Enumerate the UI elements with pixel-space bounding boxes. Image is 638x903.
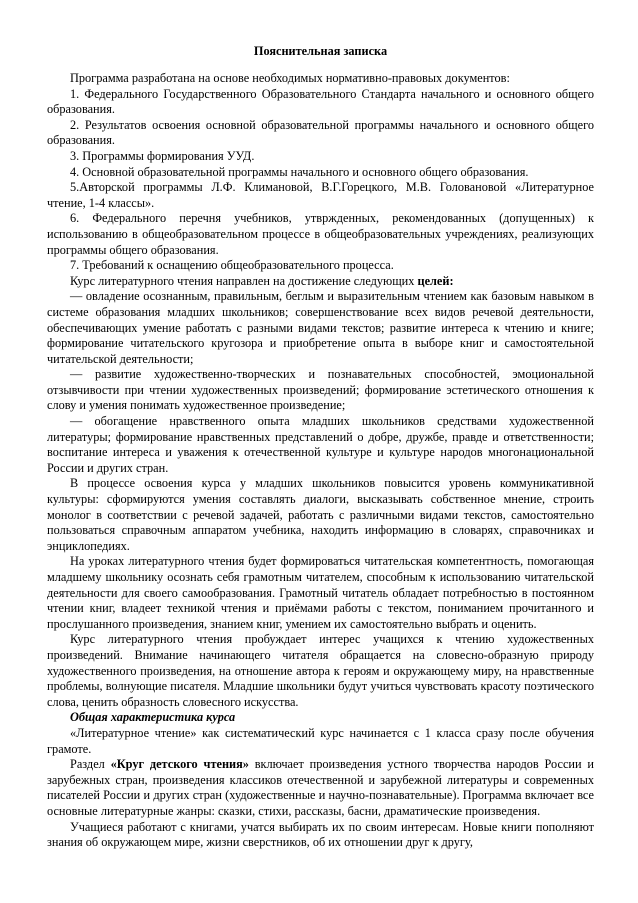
list-item: 7. Требований к оснащению общеобразовательного процесса.: [70, 258, 394, 273]
paragraph: Курс литературного чтения пробуждает интерес учащихся к чтению художественных произведений. Внимание начинающего читателя обращается на словесно-образную природу художественного произведения, на отношение автора к героям и окружающему миру, на нравственные проблемы, волнующие писателя. Младшие школьники будут учиться чувствовать красоту поэтического слова, ценить образность словесного искусства.: [47, 632, 594, 709]
list-item: 4. Основной образовательной программы начального и основного общего образования.: [70, 164, 529, 179]
document-title: Пояснительная записка: [253, 44, 388, 58]
paragraph: На уроках литературного чтения будет формироваться читательская компетентность, помогающая младшему школьнику осознать себя грамотным читателем, способным к использованию читательской деятельности для своего самообразования. Грамотный читатель обладает потребностью в постоянном чтении книг, владеет техникой чтения и приёмами работы с текстом, пониманием прочитанного и прослушанного произведения, знанием книг, умением их самостоятельно выбрать и оценить.: [47, 554, 594, 631]
section-intro-text: Раздел: [70, 757, 111, 772]
paragraph: Учащиеся работают с книгами, учатся выбирать их по своим интересам. Новые книги пополняют знания об окружающем мире, жизни сверстников, об их отношении друг к другу,: [47, 819, 594, 850]
section-heading: Общая характеристика курса: [70, 710, 236, 725]
paragraph: «Литературное чтение» как систематический курс начинается с 1 класса сразу после обучения грамоте.: [47, 725, 594, 756]
goal-item: — развитие художественно-творческих и познавательных способностей, эмоциональной отзывчивости при чтении художественных произведений; формирование эстетического отношения к слову и умения понимать художественное произведение;: [47, 367, 594, 413]
goals-intro-text: Курс литературного чтения направлен на достижение следующих: [70, 273, 418, 288]
paragraph-circle-reading: [47, 757, 594, 819]
list-item: 3. Программы формирования УУД.: [70, 148, 255, 163]
list-item: 2. Результатов освоения основной образовательной программы начального и основного общего образования.: [47, 117, 594, 148]
goal-item: — овладение осознанным, правильным, беглым и выразительным чтением как базовым навыком в системе образования младших школьников; совершенствование всех видов речевой деятельности, обеспечивающих умение работать с разными видами текстов; развитие интереса к чтению и книге; формирование читательского кругозора и приобретение опыта в выборе книг и самостоятельной читательской деятельности;: [47, 289, 594, 366]
list-item: 1. Федерального Государственного Образовательного Стандарта начального и основного общего образования.: [47, 86, 594, 117]
list-item: 5.Авторской программы Л.Ф. Климановой, В.Г.Горецкого, М.В. Головановой «Литературное чтение, 1-4 классы».: [47, 180, 594, 210]
goal-item: — обогащение нравственного опыта младших школьников средствами художественной литературы; формирование нравственных представлений о добре, дружбе, правде и ответственности; воспитание интереса и уважения к отечественной культуре и культуре народов многонациональной России и других стран.: [47, 414, 594, 475]
paragraph: Программа разработана на основе необходимых нормативно-правовых документов:: [70, 71, 510, 85]
paragraph-goals: [47, 274, 594, 290]
section-rest-text: включает произведения устного творчества народов России и зарубежных стран, произведения классиков отечественной и зарубежной литературы и современных писателей России и других стран (художественные и научно-познавательные). Программа включает все основные литературные жанры: сказки, стихи, рассказы, басни, драматические произведения.: [47, 757, 594, 818]
section-bold-name: «Круг детского чтения»: [110, 757, 249, 772]
list-item: 6. Федерального перечня учебников, утвржденных, рекомендованных (допущенных) к использованию в общеобразовательном процессе в общеобразовательных учреждениях, реализующих программы общего образования.: [47, 211, 594, 257]
paragraph: В процессе освоения курса у младших школьников повысится уровень коммуникативной культуры: сформируются умения составлять диалоги, высказывать собственное мнение, строить монолог в соответствии с речевой задачей, работать с различными видами текстов, самостоятельно пользоваться справочным аппаратом учебника, находить информацию в словарях, справочниках и энциклопедиях.: [47, 476, 594, 553]
goals-bold-word: целей:: [417, 273, 454, 288]
